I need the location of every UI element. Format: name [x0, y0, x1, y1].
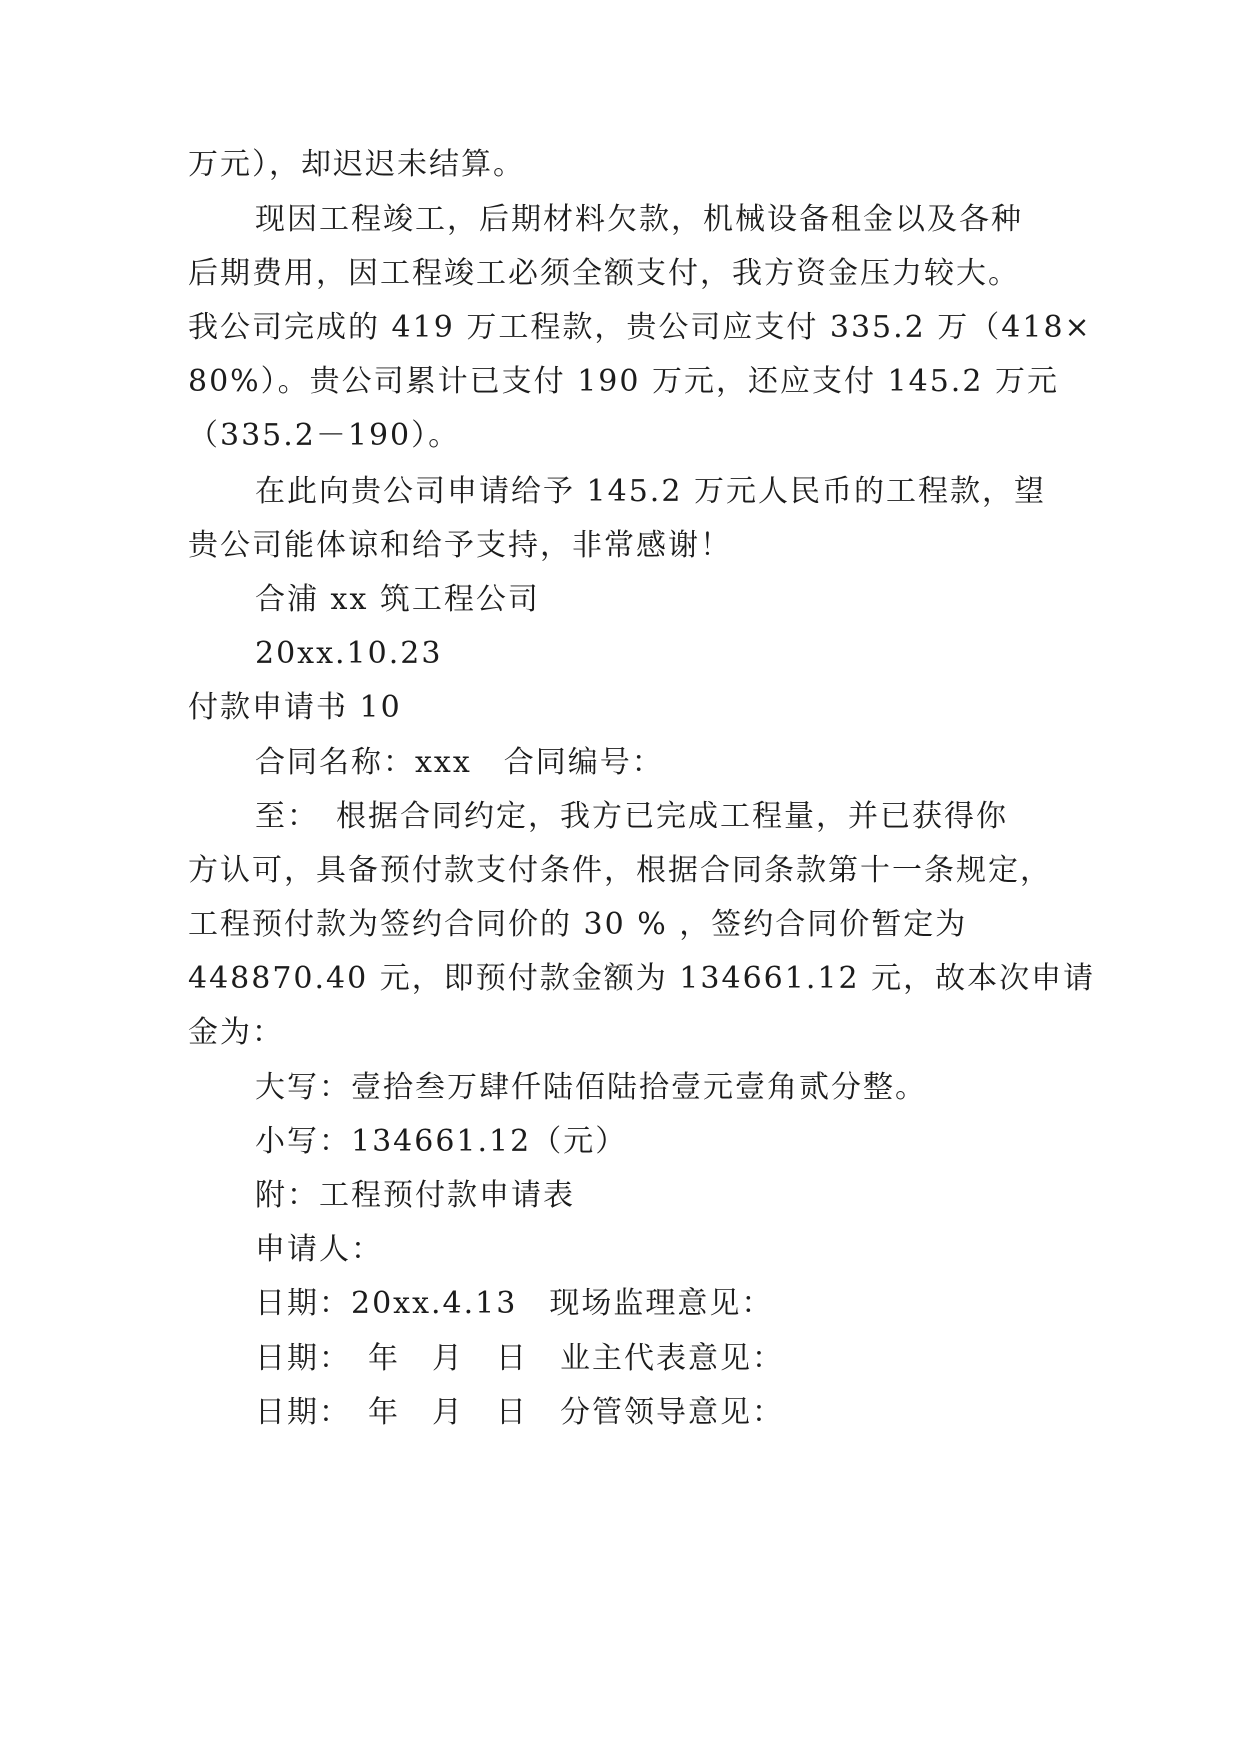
text-line: 现因工程竣工，后期材料欠款，机械设备租金以及各种	[255, 202, 1023, 237]
signature-date: 20xx.10.23	[255, 636, 443, 671]
text-line: 日期： 年 月 日 分管领导意见：	[255, 1395, 784, 1430]
text-line: 我公司完成的 419 万工程款，贵公司应支付 335.2 万（418×	[188, 310, 1092, 345]
text-line: 小写：134661.12（元）	[255, 1124, 628, 1159]
section-title: 付款申请书 10	[188, 690, 402, 725]
text-line: 至： 根据合同约定，我方已完成工程量，并已获得你	[255, 799, 1008, 834]
text-line: 合同名称：xxx 合同编号：	[255, 745, 664, 780]
text-line: 附：工程预付款申请表	[255, 1178, 575, 1213]
text-line: 贵公司能体谅和给予支持，非常感谢！	[188, 528, 732, 563]
signature-company: 合浦 xx 筑工程公司	[255, 582, 540, 617]
text-line: 工程预付款为签约合同价的 30 % ，签约合同价暂定为	[188, 907, 968, 942]
text-line: 万元），却迟迟未结算。	[188, 147, 525, 182]
text-line: 方认可，具备预付款支付条件，根据合同条款第十一条规定，	[188, 853, 1052, 888]
text-line: 金为：	[188, 1015, 284, 1050]
text-line: 在此向贵公司申请给予 145.2 万元人民币的工程款，望	[255, 474, 1046, 509]
text-line: 日期： 年 月 日 业主代表意见：	[255, 1341, 784, 1376]
text-line: 后期费用，因工程竣工必须全额支付，我方资金压力较大。	[188, 256, 1020, 291]
text-line: 日期：20xx.4.13 现场监理意见：	[255, 1286, 774, 1321]
text-line: （335.2－190）。	[188, 418, 461, 453]
text-line: 80%）。贵公司累计已支付 190 万元，还应支付 145.2 万元	[188, 364, 1059, 399]
text-line: 申请人：	[255, 1232, 383, 1267]
text-line: 448870.40 元，即预付款金额为 134661.12 元，故本次申请	[188, 961, 1096, 996]
text-line: 大写：壹拾叁万肆仟陆佰陆拾壹元壹角贰分整。	[255, 1070, 927, 1105]
